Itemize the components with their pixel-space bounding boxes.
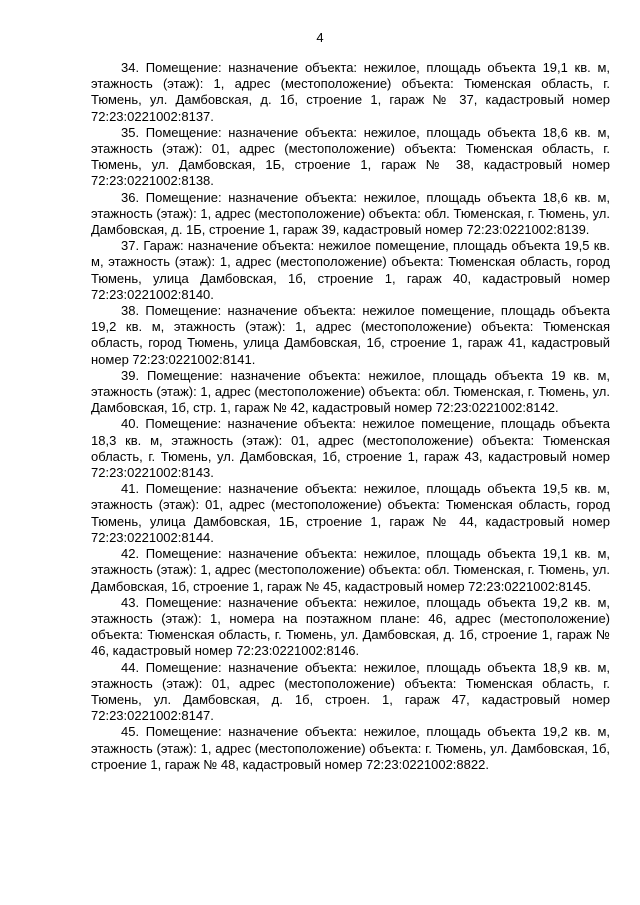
list-item: 37. Гараж: назначение объекта: нежилое помещение, площадь объекта 19,5 кв. м, этажность (этаж): 1, адрес (местоположение) объекта: Тюменская область, город Тюмень, улица Дамбовская, 1б, строение 1, гараж 40, кадастровый номер 72:23:0221002:8140. bbox=[91, 238, 610, 302]
document-body bbox=[91, 60, 610, 773]
list-item: 42. Помещение: назначение объекта: нежилое, площадь объекта 19,1 кв. м, этажность (этаж): 1, адрес (местоположение) объекта: обл. Тюменская, г. Тюмень, ул. Дамбовская, 1б, строение 1, гараж № 45, кадастровый номер 72:23:0221002:8145. bbox=[91, 546, 610, 594]
list-item: 36. Помещение: назначение объекта: нежилое, площадь объекта 18,6 кв. м, этажность (этаж): 1, адрес (местоположение) объекта: обл. Тюменская, г. Тюмень, ул. Дамбовская, д. 1Б, строение 1, гараж 39, кадастровый номер 72:23:0221002:8139. bbox=[91, 189, 610, 238]
list-item: 39. Помещение: назначение объекта: нежилое, площадь объекта 19 кв. м, этажность (этаж): 1, адрес (местоположение) объекта: обл. Тюменская, г. Тюмень, ул. Дамбовская, 1б, стр. 1, гараж № 42, кадастровый номер 72:23:0221002:8142. bbox=[91, 367, 610, 416]
page-number: 4 bbox=[316, 30, 324, 45]
list-item: 41. Помещение: назначение объекта: нежилое, площадь объекта 19,5 кв. м, этажность (этаж): 01, адрес (местоположение) объекта: Тюменская область, город Тюмень, улица Дамбовская, 1Б, строение 1, гараж № 44, кадастровый номер 72:23:0221002:8144. bbox=[91, 481, 610, 545]
list-item: 40. Помещение: назначение объекта: нежилое помещение, площадь объекта 18,3 кв. м, этажность (этаж): 01, адрес (местоположение) объекта: Тюменская область, г. Тюмень, ул. Дамбовская, 1б, строение 1, гараж 43, кадастровый номер 72:23:0221002:8143. bbox=[91, 416, 610, 481]
list-item: 35. Помещение: назначение объекта: нежилое, площадь объекта 18,6 кв. м, этажность (этаж): 01, адрес (местоположение) объекта: Тюменская область, г. Тюмень, ул. Дамбовская, 1Б, строение 1, гараж № 38, кадастровый номер 72:23:0221002:8138. bbox=[91, 124, 610, 189]
list-item: 45. Помещение: назначение объекта: нежилое, площадь объекта 19,2 кв. м, этажность (этаж): 1, адрес (местоположение) объекта: г. Тюмень, ул. Дамбовская, 1б, строение 1, гараж № 48, кадастровый номер 72:23:0221002:8822. bbox=[91, 724, 610, 772]
list-item: 43. Помещение: назначение объекта: нежилое, площадь объекта 19,2 кв. м, этажность (этаж): 1, номера на поэтажном плане: 46, адрес (местоположение) объекта: Тюменская область, г. Тюмень, ул. Дамбовская, д. 1б, строение 1, гараж № 46, кадастровый номер 72:23:0221002:8146. bbox=[91, 594, 610, 659]
list-item: 34. Помещение: назначение объекта: нежилое, площадь объекта 19,1 кв. м, этажность (этаж): 1, адрес (местоположение) объекта: Тюменская область, г. Тюмень, ул. Дамбовская, д. 1б, строение 1, гараж № 37, кадастровый номер 72:23:0221002:8137. bbox=[91, 60, 610, 124]
list-item: 38. Помещение: назначение объекта: нежилое помещение, площадь объекта 19,2 кв. м, этажность (этаж): 1, адрес (местоположение) объекта: Тюменская область, город Тюмень, улица Дамбовская, 1б, строение 1, гараж 41, кадастровый номер 72:23:0221002:8141. bbox=[91, 303, 610, 367]
list-item: 44. Помещение: назначение объекта: нежилое, площадь объекта 18,9 кв. м, этажность (этаж): 01, адрес (местоположение) объекта: Тюменская область, г. Тюмень, ул. Дамбовская, д. 1б, строен. 1, гараж 47, кадастровый номер 72:23:0221002:8147. bbox=[91, 659, 610, 724]
